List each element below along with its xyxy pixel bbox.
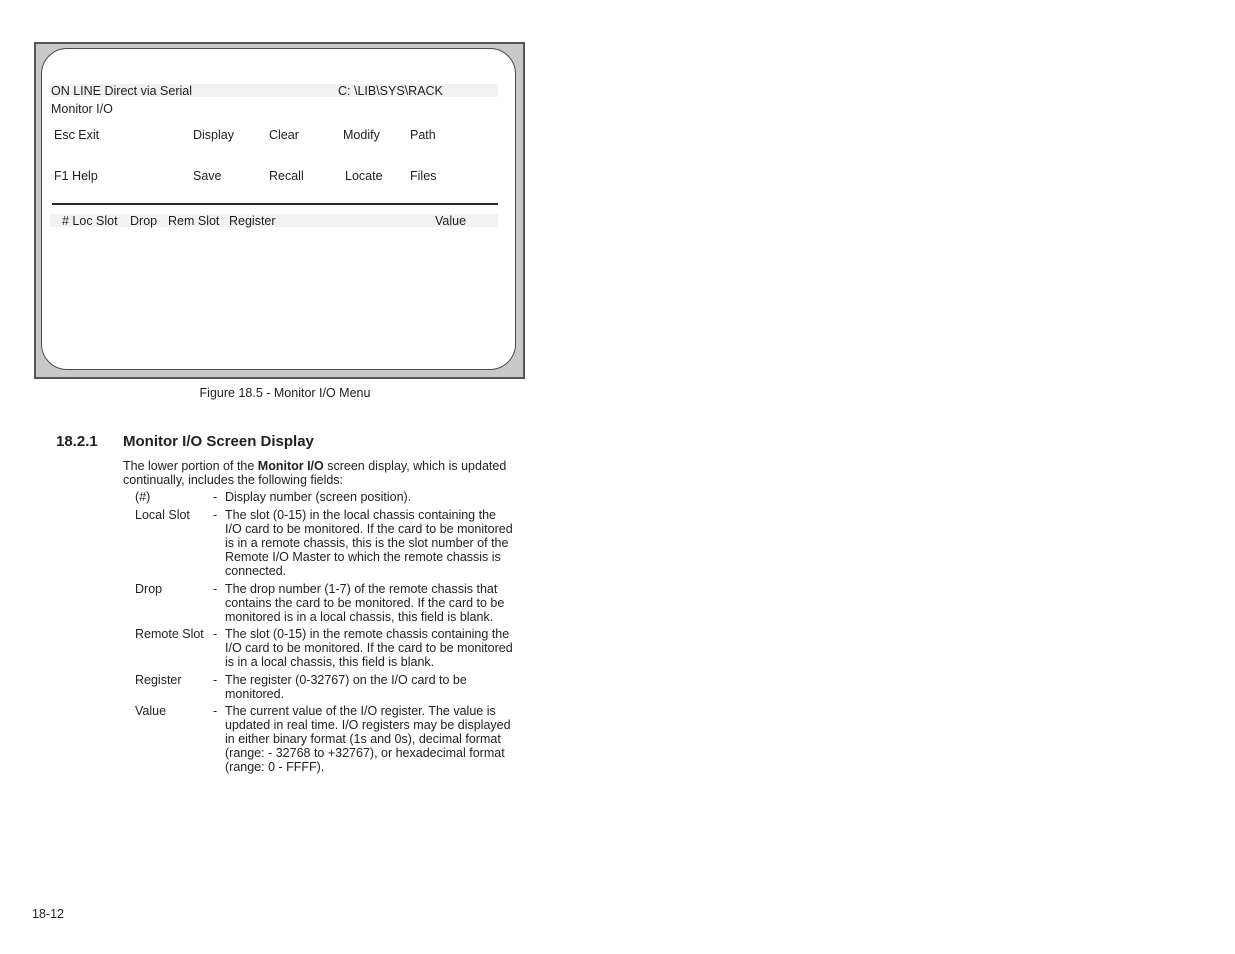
menu-item-exit[interactable]: Esc Exit <box>54 128 100 142</box>
field-label: Drop <box>135 582 163 596</box>
field-dash: - <box>213 508 218 522</box>
field-dash: - <box>213 704 218 718</box>
menu-item-path[interactable]: Path <box>410 128 436 142</box>
figure-caption: Figure 18.5 - Monitor I/O Menu <box>199 386 371 400</box>
field-label: Value <box>135 704 167 718</box>
intro-paragraph <box>123 459 523 487</box>
field-dash: - <box>213 582 218 596</box>
menu-item-display[interactable]: Display <box>193 128 234 142</box>
section-number: 18.2.1 <box>56 433 98 450</box>
terminal-screen <box>41 48 516 370</box>
field-description: The current value of the I/O register. The value is updated in real time. I/O registers may be displayed in either binary format (1s and 0s), decimal format (range: - 32768 to +32767), or hexadecimal format (range: 0 - FFFF). <box>225 704 511 774</box>
menu-item-files[interactable]: Files <box>410 169 437 183</box>
intro-text-bold: Monitor I/O <box>257 459 324 473</box>
field-description: The slot (0-15) in the remote chassis containing the I/O card to be monitored. If the card to be monitored is in a local chassis, this field is blank. <box>225 627 513 669</box>
file-path: C: \LIB\SYS\RACK <box>338 84 443 98</box>
field-label: Remote Slot <box>135 627 204 641</box>
monitor-io-figure <box>34 42 525 379</box>
field-label: Register <box>135 673 182 687</box>
menu-item-locate[interactable]: Locate <box>345 169 383 183</box>
menu-item-save[interactable]: Save <box>193 169 222 183</box>
field-description: The drop number (1-7) of the remote chassis that contains the card to be monitored. If the card to be monitored is in a local chassis, this field is blank. <box>225 582 505 624</box>
menu-item-clear[interactable]: Clear <box>269 128 299 142</box>
field-label: Local Slot <box>135 508 190 522</box>
field-dash: - <box>213 673 218 687</box>
field-description: Display number (screen position). <box>225 490 412 504</box>
intro-text-start: The lower portion of the <box>123 459 258 473</box>
column-header-register: Register <box>229 214 276 228</box>
field-description: The register (0-32767) on the I/O card to be monitored. <box>225 673 467 701</box>
section-title: Monitor I/O Screen Display <box>123 433 314 450</box>
menu-divider <box>52 203 498 205</box>
page-number: 18-12 <box>32 907 64 921</box>
field-label: (#) <box>135 490 151 504</box>
column-header-value: Value <box>435 214 467 228</box>
menu-item-recall[interactable]: Recall <box>269 169 304 183</box>
menu-item-modify[interactable]: Modify <box>343 128 380 142</box>
field-description: The slot (0-15) in the local chassis containing the I/O card to be monitored. If the card to be monitored is in a remote chassis, this is the slot number of the Remote I/O Master to which the remote chassis is connected. <box>225 508 513 578</box>
menu-title: Monitor I/O <box>51 102 113 116</box>
field-dash: - <box>213 490 218 504</box>
column-header-drop: Drop <box>130 214 158 228</box>
menu-item-help[interactable]: F1 Help <box>54 169 98 183</box>
column-header-loc-slot: # Loc Slot <box>62 214 118 228</box>
connection-status: ON LINE Direct via Serial <box>51 84 193 98</box>
column-header-rem-slot: Rem Slot <box>168 214 220 228</box>
field-dash: - <box>213 627 218 641</box>
intro-text-end: screen display, which is updated continually, includes the following fields: <box>123 459 507 487</box>
